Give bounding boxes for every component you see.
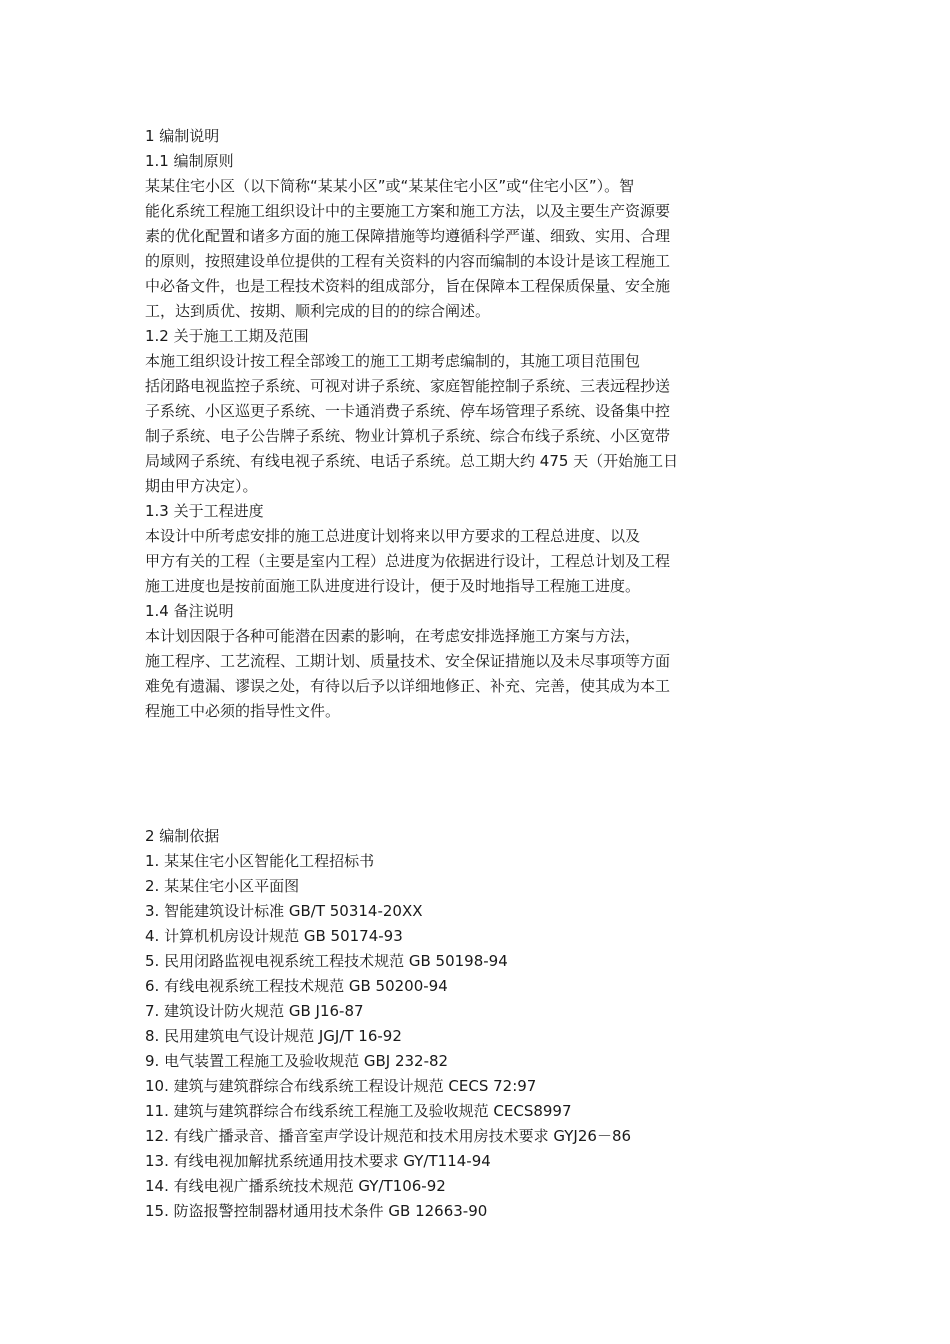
reference-item: 6. 有线电视系统工程技术规范 GB 50200-94 bbox=[145, 977, 448, 995]
paragraph-line: 本施工组织设计按工程全部竣工的施工工期考虑编制的，其施工项目范围包 bbox=[145, 352, 641, 370]
reference-item: 1. 某某住宅小区智能化工程招标书 bbox=[145, 852, 375, 870]
paragraph-line: 能化系统工程施工组织设计中的主要施工方案和施工方法，以及主要生产资源要 bbox=[145, 202, 671, 220]
paragraph-line: 局域网子系统、有线电视子系统、电话子系统。总工期大约 475 天（开始施工日 bbox=[145, 452, 679, 470]
paragraph-line: 制子系统、电子公告牌子系统、物业计算机子系统、综合布线子系统、小区宽带 bbox=[145, 427, 671, 445]
section-heading-2: 2 编制依据 bbox=[145, 827, 220, 845]
reference-item: 5. 民用闭路监视电视系统工程技术规范 GB 50198-94 bbox=[145, 952, 508, 970]
document-page bbox=[145, 124, 745, 1224]
paragraph-line: 本设计中所考虑安排的施工总进度计划将来以甲方要求的工程总进度、以及 bbox=[145, 527, 641, 545]
paragraph-line: 甲方有关的工程（主要是室内工程）总进度为依据进行设计，工程总计划及工程 bbox=[145, 552, 671, 570]
reference-item: 11. 建筑与建筑群综合布线系统工程施工及验收规范 CECS8997 bbox=[145, 1102, 572, 1120]
subsection-heading-1-3: 1.3 关于工程进度 bbox=[145, 502, 264, 520]
reference-item: 8. 民用建筑电气设计规范 JGJ/T 16-92 bbox=[145, 1027, 402, 1045]
paragraph-line: 素的优化配置和诸多方面的施工保障措施等均遵循科学严谨、细致、实用、合理 bbox=[145, 227, 671, 245]
paragraph-line: 中必备文件，也是工程技术资料的组成部分，旨在保障本工程保质保量、安全施 bbox=[145, 277, 671, 295]
paragraph-line: 施工进度也是按前面施工队进度进行设计，便于及时地指导工程施工进度。 bbox=[145, 577, 641, 595]
paragraph-line: 的原则，按照建设单位提供的工程有关资料的内容而编制的本设计是该工程施工 bbox=[145, 252, 671, 270]
reference-item: 14. 有线电视广播系统技术规范 GY/T106-92 bbox=[145, 1177, 446, 1195]
paragraph-line: 难免有遗漏、谬误之处，有待以后予以详细地修正、补充、完善，使其成为本工 bbox=[145, 677, 671, 695]
reference-item: 10. 建筑与建筑群综合布线系统工程设计规范 CECS 72:97 bbox=[145, 1077, 537, 1095]
reference-item: 15. 防盗报警控制器材通用技术条件 GB 12663-90 bbox=[145, 1202, 488, 1220]
paragraph-line: 期由甲方决定）。 bbox=[145, 477, 258, 495]
paragraph-line: 程施工中必须的指导性文件。 bbox=[145, 702, 341, 720]
paragraph-line: 工，达到质优、按期、顺利完成的目的的综合阐述。 bbox=[145, 302, 491, 320]
paragraph-line: 括闭路电视监控子系统、可视对讲子系统、家庭智能控制子系统、三表远程抄送 bbox=[145, 377, 671, 395]
reference-item: 2. 某某住宅小区平面图 bbox=[145, 877, 300, 895]
paragraph-line: 施工程序、工艺流程、工期计划、质量技术、安全保证措施以及未尽事项等方面 bbox=[145, 652, 671, 670]
reference-item: 12. 有线广播录音、播音室声学设计规范和技术用房技术要求 GYJ26－86 bbox=[145, 1127, 632, 1145]
subsection-heading-1-1: 1.1 编制原则 bbox=[145, 152, 234, 170]
section-spacer bbox=[145, 724, 745, 824]
reference-item: 4. 计算机机房设计规范 GB 50174-93 bbox=[145, 927, 403, 945]
reference-item: 3. 智能建筑设计标准 GB/T 50314-20XX bbox=[145, 902, 423, 920]
reference-item: 9. 电气装置工程施工及验收规范 GBJ 232-82 bbox=[145, 1052, 449, 1070]
section-heading-1: 1 编制说明 bbox=[145, 127, 220, 145]
subsection-heading-1-4: 1.4 备注说明 bbox=[145, 602, 234, 620]
reference-item: 13. 有线电视加解扰系统通用技术要求 GY/T114-94 bbox=[145, 1152, 491, 1170]
paragraph-line: 某某住宅小区（以下简称“某某小区”或“某某住宅小区”或“住宅小区”）。智 bbox=[145, 177, 635, 195]
subsection-heading-1-2: 1.2 关于施工工期及范围 bbox=[145, 327, 309, 345]
paragraph-line: 子系统、小区巡更子系统、一卡通消费子系统、停车场管理子系统、设备集中控 bbox=[145, 402, 671, 420]
reference-item: 7. 建筑设计防火规范 GB J16-87 bbox=[145, 1002, 364, 1020]
paragraph-line: 本计划因限于各种可能潜在因素的影响，在考虑安排选择施工方案与方法， bbox=[145, 627, 641, 645]
